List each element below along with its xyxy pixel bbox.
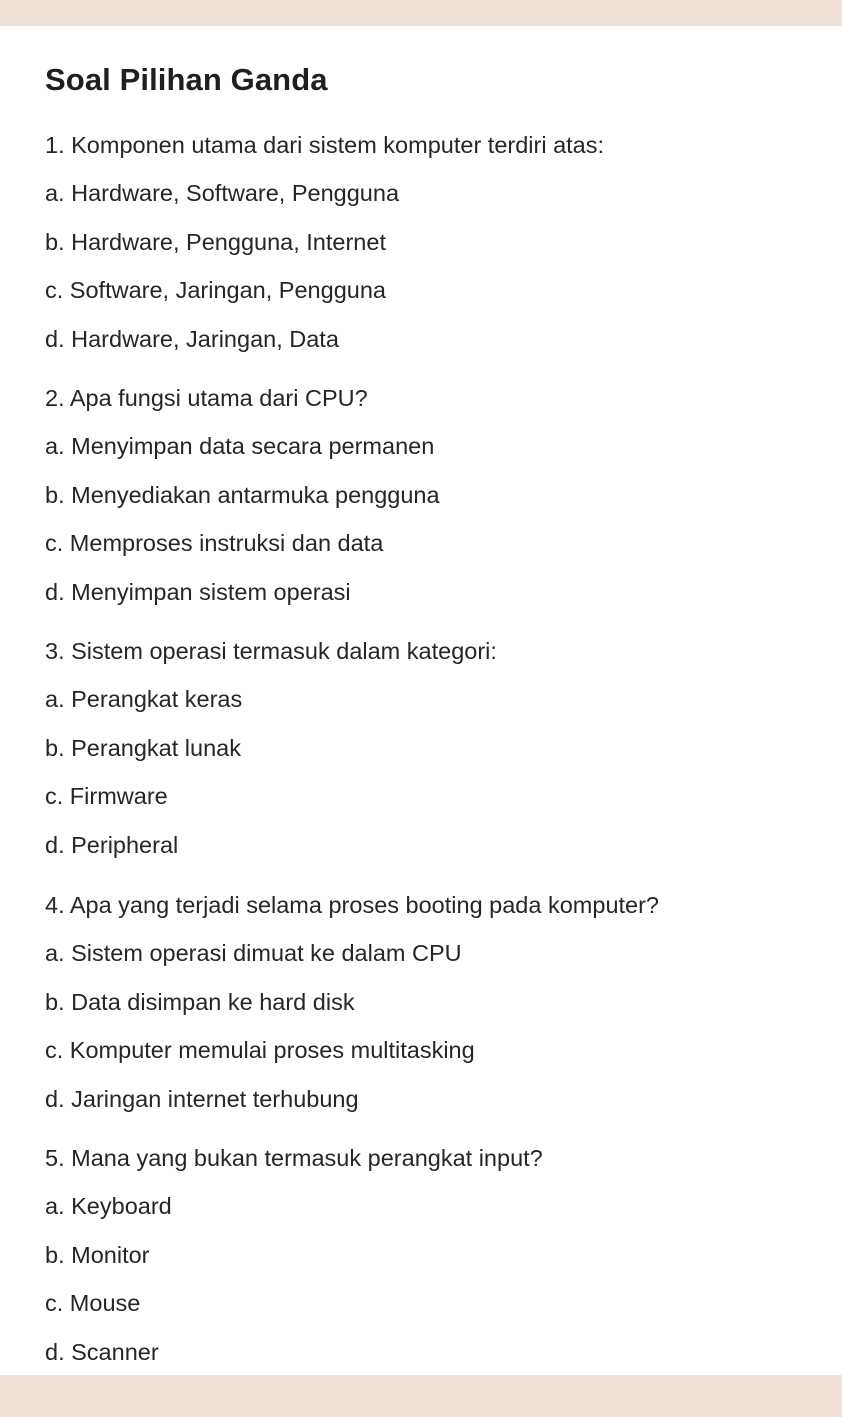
option-d: d. Menyimpan sistem operasi xyxy=(45,578,351,605)
option-c: c. Mouse xyxy=(45,1290,141,1316)
question-5 xyxy=(45,1134,825,1376)
option-a: a. Hardware, Software, Pengguna xyxy=(45,180,400,206)
option-d: d. Hardware, Jaringan, Data xyxy=(45,325,339,352)
option-c: c. Komputer memulai proses multitasking xyxy=(45,1037,475,1063)
question-4 xyxy=(45,881,825,1123)
option-d: d. Scanner xyxy=(45,1338,159,1365)
option-d: d. Jaringan internet terhubung xyxy=(45,1085,359,1112)
page-title: Soal Pilihan Ganda xyxy=(45,62,328,97)
top-margin xyxy=(0,0,842,26)
question-text: 5. Mana yang bukan termasuk perangkat input? xyxy=(45,1145,543,1171)
option-b: b. Monitor xyxy=(45,1241,150,1268)
option-d: d. Peripheral xyxy=(45,831,179,858)
option-c: c. Firmware xyxy=(45,783,168,809)
question-2 xyxy=(45,374,825,616)
question-text: 1. Komponen utama dari sistem komputer terdiri atas: xyxy=(45,132,605,158)
option-b: b. Data disimpan ke hard disk xyxy=(45,988,355,1015)
option-a: a. Sistem operasi dimuat ke dalam CPU xyxy=(45,940,462,966)
bottom-margin xyxy=(0,1375,842,1417)
document-card xyxy=(0,26,842,1375)
option-b: b. Hardware, Pengguna, Internet xyxy=(45,228,386,255)
question-1 xyxy=(45,121,825,363)
question-text: 3. Sistem operasi termasuk dalam kategori: xyxy=(45,638,497,664)
option-a: a. Menyimpan data secara permanen xyxy=(45,433,435,459)
option-a: a. Perangkat keras xyxy=(45,686,243,712)
question-text: 4. Apa yang terjadi selama proses booting pada komputer? xyxy=(45,892,660,918)
option-c: c. Software, Jaringan, Pengguna xyxy=(45,277,386,303)
option-b: b. Menyediakan antarmuka pengguna xyxy=(45,481,440,508)
option-c: c. Memproses instruksi dan data xyxy=(45,530,384,556)
question-3 xyxy=(45,627,825,869)
option-a: a. Keyboard xyxy=(45,1193,172,1219)
question-text: 2. Apa fungsi utama dari CPU? xyxy=(45,385,368,411)
option-b: b. Perangkat lunak xyxy=(45,734,241,761)
